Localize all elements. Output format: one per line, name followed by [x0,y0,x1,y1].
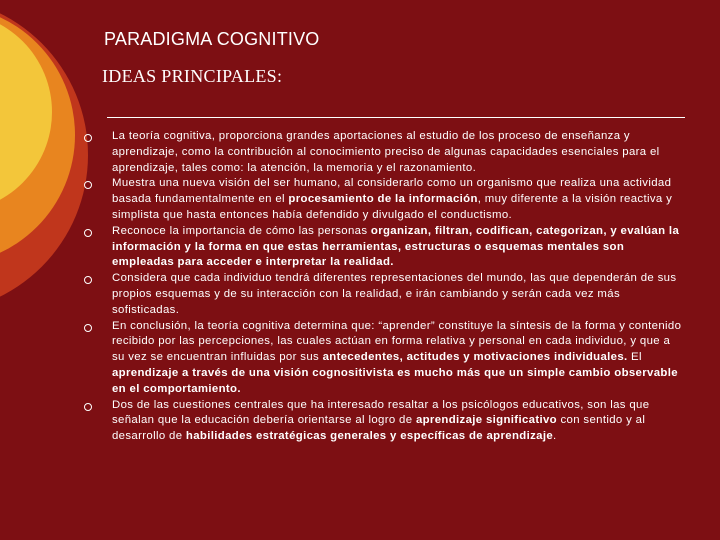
bullet-text: El [627,351,642,364]
bullet-list [84,129,682,445]
bullet-text: Dos de las cuestiones centrales que ha interesado resaltar a los psicólogos educativos, son las que señalan que la educación debería orientarse al logro de [112,398,650,427]
divider-line [107,117,685,118]
bullet-circle-icon [84,324,92,332]
bullet-text: En conclusión, la teoría cognitiva determina que: “aprender” constituye la síntesis de la forma y contenido recibido por las percepciones, las cuales actúan en forma relativa y personal en cada individuo, y que a su vez se encuentran influidas por sus [112,319,682,364]
bullet-circle-icon [84,181,92,189]
inner-circle [0,12,52,212]
bullet-text: Considera que cada individuo tendrá diferentes representaciones del mundo, las que dependerán de sus propios esquemas y de su interacción con la realidad, e irán cambiando y serán cada vez más sofisticadas. [112,272,677,316]
bullet-text: Reconoce la importancia de cómo las personas [112,224,371,237]
bullet-circle-icon [84,134,92,142]
bullet-text-bold: procesamiento de la información [288,193,478,206]
bullet-item [84,176,682,223]
bullet-text-bold: organizan, filtran, codifican, categorizan, y evalúan la información y la forma en que estas herramientas, estructuras o esquemas mentales son empleadas para acceder e interpretar la realidad. [112,224,680,269]
bullet-text: , muy diferente a la visión reactiva y simplista que hasta entonces había defendido y divulgado el conductismo. [112,193,673,221]
outer-circle [0,0,88,313]
slide-title: PARADIGMA COGNITIVO [104,29,320,49]
slide-subtitle: IDEAS PRINCIPALES: [102,66,283,86]
bullet-text-bold: antecedentes, actitudes y motivaciones individuales. [322,351,628,364]
bullet-text-bold: habilidades estratégicas generales y específicas de aprendizaje [185,430,554,443]
bullet-circle-icon [84,229,92,237]
bullet-text-bold: aprendizaje significativo [415,414,557,427]
bullet-circle-icon [84,276,92,284]
bullet-item [84,319,682,398]
bullet-item [84,224,682,271]
bullet-text: con sentido y al desarrollo de [112,414,646,443]
bullet-text: Muestra una nueva visión del ser humano, al considerarlo como un organismo que realiza una actividad basada fundamentalmente en el [112,177,672,206]
bullet-text-bold: aprendizaje a través de una visión cognositivista es mucho más que un simple cambio observable en el comportamiento. [112,366,678,395]
bullet-item [84,129,682,176]
bullet-item [84,398,682,445]
bullet-text: La teoría cognitiva, proporciona grandes aportaciones al estudio de los proceso de enseñanza y aprendizaje, como la contribución al conocimiento preciso de algunas capacidades esenciales para el aprendizaje, tales como: la atención, la memoria y el razonamiento. [112,130,660,174]
bullet-text: . [553,430,557,443]
bullet-item [84,271,682,318]
bullet-circle-icon [84,403,92,411]
middle-circle [0,5,75,265]
